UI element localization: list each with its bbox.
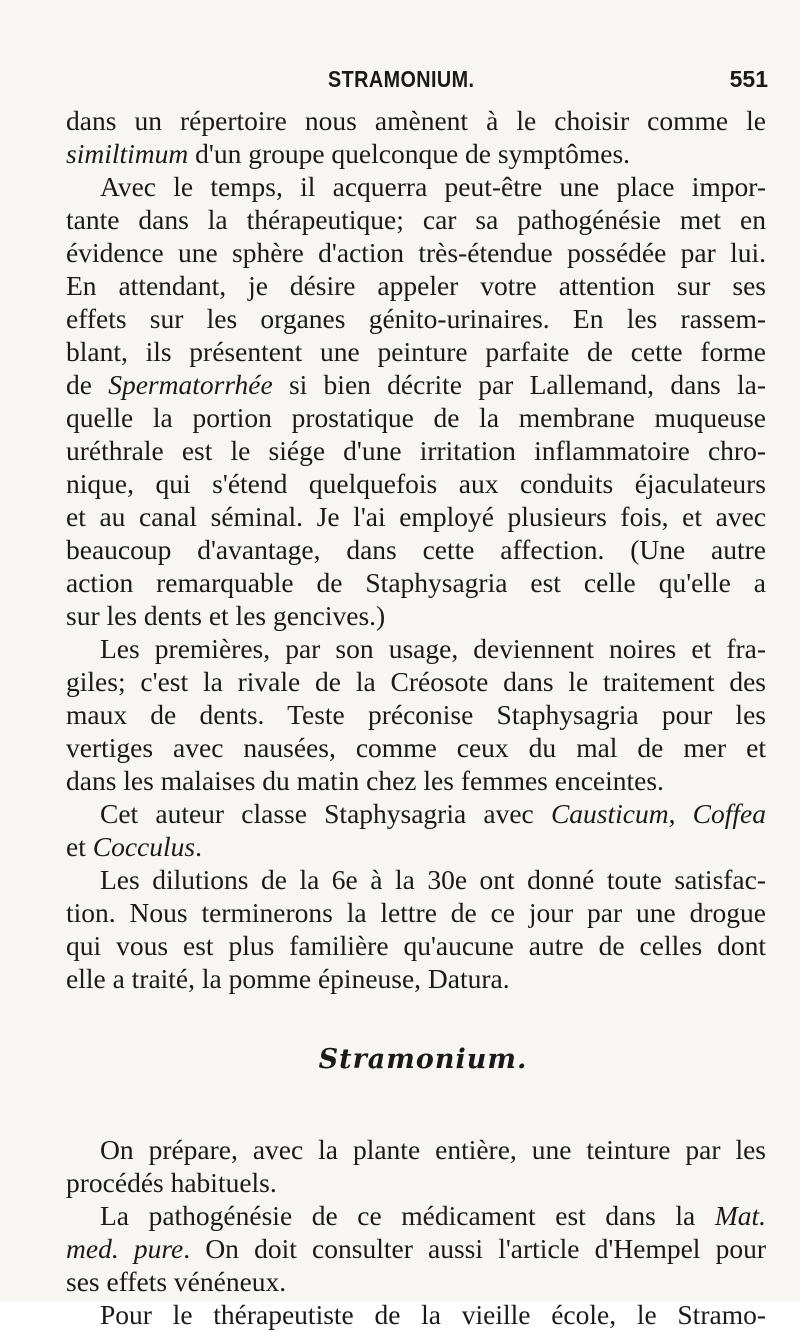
italic-term: similtimum xyxy=(66,138,189,169)
text-line: quelle la portion prostatique de la membrane muqueuse xyxy=(66,402,766,433)
text-line: évidence une sphère d'action très-étendue possédée par lui. xyxy=(66,237,766,268)
text-line: procédés habituels. xyxy=(66,1167,277,1198)
text-line: dans un répertoire nous amènent à le choisir comme le xyxy=(66,105,766,136)
italic-term: Coffea xyxy=(692,798,767,829)
page-number: 551 xyxy=(729,66,768,92)
text-line: giles; c'est la rivale de la Créosote dans le traitement des xyxy=(66,666,766,697)
text-span: et xyxy=(66,831,93,862)
italic-term: med. pure xyxy=(66,1233,184,1264)
text-line: sur les dents et les gencives.) xyxy=(66,600,386,631)
text-line xyxy=(66,137,766,170)
text-span: de xyxy=(66,369,109,400)
text-line xyxy=(66,797,766,830)
text-line: elle a traité, la pomme épineuse, Datura. xyxy=(66,963,510,994)
section-heading: Stramonium. xyxy=(318,1044,528,1075)
text-line: tion. Nous terminerons la lettre de ce jour par une drogue xyxy=(66,897,766,928)
text-span: . xyxy=(195,831,202,862)
text-line: blant, ils présentent une peinture parfaite de cette forme xyxy=(66,336,766,367)
italic-term: Spermatorrhée xyxy=(108,369,273,400)
text-line: effets sur les organes génito-urinaires. En les rassem- xyxy=(66,303,766,334)
italic-term: Mat. xyxy=(714,1200,766,1231)
page-header xyxy=(66,66,768,102)
text-line: dans les malaises du matin chez les femmes enceintes. xyxy=(66,765,664,796)
text-line xyxy=(66,1232,766,1265)
text-span: . On doit consulter aussi l'article d'Hempel pour xyxy=(183,1233,767,1264)
text-line: uréthrale est le siége d'une irritation inflammatoire chro- xyxy=(66,435,766,466)
text-line: Avec le temps, il acquerra peut-être une place impor- xyxy=(100,171,766,202)
text-line: nique, qui s'étend quelquefois aux conduits éjaculateurs xyxy=(66,468,766,499)
text-span: , xyxy=(668,798,693,829)
text-span: si bien décrite par Lallemand, dans la- xyxy=(272,369,766,400)
running-title: STRAMONIUM. xyxy=(328,66,475,92)
text-line: tante dans la thérapeutique; car sa pathogénésie met en xyxy=(66,204,766,235)
text-line xyxy=(66,368,766,401)
text-span: d'un groupe quelconque de symptômes. xyxy=(188,138,631,169)
body-text xyxy=(66,104,766,1331)
text-line: Pour le thérapeutiste de la vieille école, le Stramo- xyxy=(100,1299,766,1330)
text-line: vertiges avec nausées, comme ceux du mal de mer et xyxy=(66,732,766,763)
text-line xyxy=(66,830,766,863)
text-span: Cet auteur classe Staphysagria avec xyxy=(100,798,551,829)
text-line: Les dilutions de la 6e à la 30e ont donné toute satisfac- xyxy=(100,864,766,895)
italic-term: Cocculus xyxy=(92,831,196,862)
italic-term: Causticum xyxy=(550,798,669,829)
text-line: et au canal séminal. Je l'ai employé plusieurs fois, et avec xyxy=(66,501,766,532)
text-line: Les premières, par son usage, deviennent noires et fra- xyxy=(100,633,766,664)
text-line: beaucoup d'avantage, dans cette affection. (Une autre xyxy=(66,534,766,565)
text-line: action remarquable de Staphysagria est celle qu'elle a xyxy=(66,567,766,598)
text-line: En attendant, je désire appeler votre attention sur ses xyxy=(66,270,766,301)
text-line: maux de dents. Teste préconise Staphysagria pour les xyxy=(66,699,766,730)
text-line: On prépare, avec la plante entière, une teinture par les xyxy=(100,1134,766,1165)
text-line: ses effets vénéneux. xyxy=(66,1266,287,1297)
text-line xyxy=(66,1199,766,1232)
section-gap xyxy=(66,1085,766,1133)
section-gap xyxy=(66,995,766,1043)
text-line: qui vous est plus familière qu'aucune autre de celles dont xyxy=(66,930,766,961)
text-span: La pathogénésie de ce médicament est dans la xyxy=(100,1200,715,1231)
